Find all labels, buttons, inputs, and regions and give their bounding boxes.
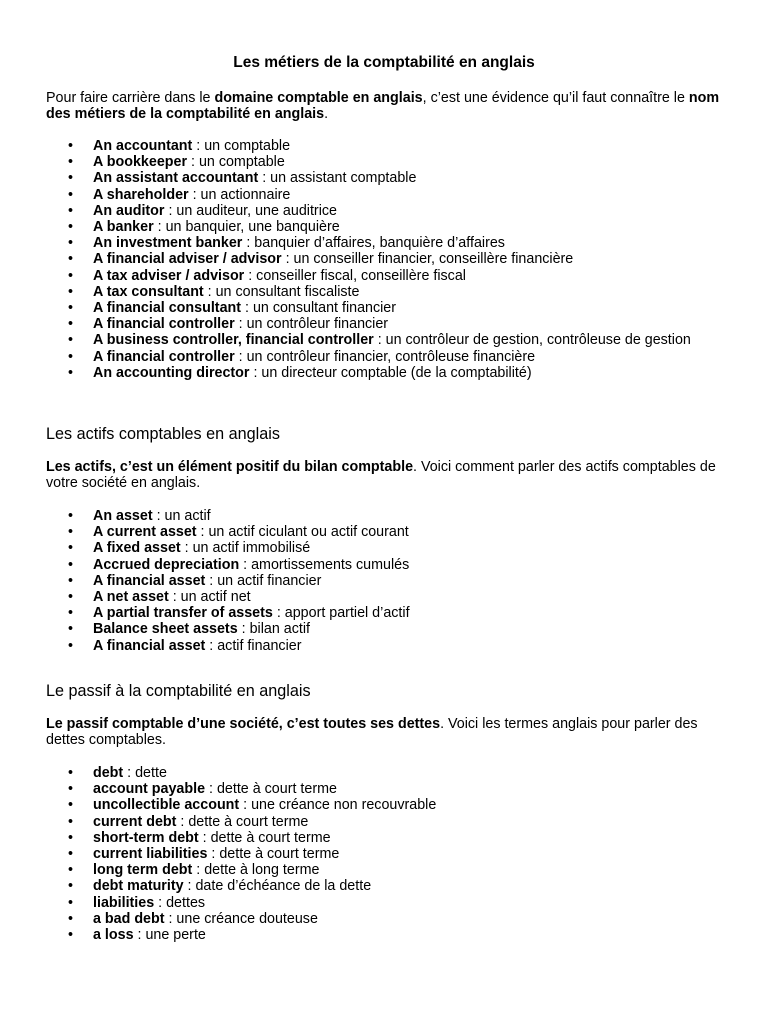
term: Accrued depreciation [93,556,240,573]
term: A financial consultant [93,300,242,317]
separator: : [152,508,165,524]
intro-bold-text: nom des métiers de la comptabilité en anglais [46,90,720,123]
term: short-term debt [93,829,199,846]
list-item [46,300,706,316]
term: An auditor [93,202,165,219]
separator: : [272,605,285,622]
term: liabilities [93,894,155,911]
list-item [46,589,706,605]
definition: dette à court terme [219,846,340,863]
list-item [46,846,706,862]
list-item [46,540,706,556]
definition: une créance douteuse [176,910,318,927]
definition: un comptable [204,138,291,154]
term: An asset [93,508,153,524]
term: account payable [93,781,206,798]
separator: : [258,170,271,187]
list-item [46,154,706,170]
definition: dette à court terme [210,829,331,846]
separator: : [207,846,220,863]
list-item [46,251,706,267]
jobs-list [46,138,706,381]
separator: : [234,348,247,365]
term: A shareholder [93,186,189,203]
term: A current asset [93,524,197,541]
list-item [46,332,706,348]
definition: actif financier [217,637,302,654]
definition: un actif ciculant ou actif courant [208,524,409,541]
list-item [46,557,706,573]
separator: : [373,332,386,349]
list-item [46,508,706,524]
definition: un consultant fiscaliste [215,283,360,300]
term: long term debt [93,862,193,879]
separator: : [192,862,205,879]
term: A tax consultant [93,283,204,300]
list-item [46,524,706,540]
separator: : [164,910,177,927]
separator: : [168,589,181,606]
definition: bilan actif [249,621,310,638]
list-item [46,138,706,154]
definition: un banquier, une banquière [165,219,340,236]
list-item [46,316,706,332]
list-item [46,765,706,781]
definition: un actionnaire [200,186,291,203]
definition: un directeur comptable (de la comptabilité) [261,364,532,381]
intro-text: . [324,106,329,123]
term: An assistant accountant [93,170,259,187]
separator: : [239,797,252,814]
page-title: Les métiers de la comptabilité en anglais [233,54,535,71]
assets-intro-paragraph [46,459,736,491]
term: A banker [93,219,154,236]
definition: un auditeur, une auditrice [176,202,337,219]
term: A partial transfer of assets [93,605,273,622]
separator: : [133,927,146,944]
separator: : [192,138,205,154]
separator: : [241,300,253,317]
liabilities-list [46,765,706,943]
term: A financial asset [93,637,206,654]
separator: : [183,878,196,895]
definition: dettes [166,894,206,911]
definition: apport partiel d’actif [284,605,410,622]
term: current liabilities [93,846,208,863]
term: A business controller, financial controller [93,332,374,349]
term: current debt [93,813,177,830]
term: A net asset [93,589,169,606]
definition: date d’échéance de la dette [195,878,372,895]
separator: : [154,894,167,911]
term: An accounting director [93,364,250,381]
assets-list [46,508,706,654]
separator: : [180,540,193,557]
list-item [46,911,706,927]
separator: : [123,765,136,781]
definition: une créance non recouvrable [251,797,437,814]
definition: un actif financier [217,572,322,589]
term: A bookkeeper [93,154,188,171]
definition: un comptable [198,154,285,171]
term: debt [93,765,124,781]
definition: conseiller fiscal, conseillère fiscal [256,267,466,284]
separator: : [196,524,209,541]
separator: : [187,154,199,171]
list-item [46,349,706,365]
definition: dette à long terme [204,862,320,879]
definition: un conseiller financier, conseillère financière [293,251,574,268]
liabilities-intro-paragraph [46,716,736,748]
separator: : [281,251,294,268]
list-item [46,797,706,813]
separator: : [205,572,218,589]
separator: : [153,219,166,236]
list-item [46,878,706,894]
list-item [46,573,706,589]
list-item [46,621,706,637]
assets-intro-bold: Les actifs, c’est un élément positif du bilan comptable [46,459,414,475]
term: debt maturity [93,878,184,895]
section-heading-assets: Les actifs comptables en anglais [46,425,280,443]
list-item [46,605,706,621]
definition: un actif immobilisé [192,540,311,557]
definition: un contrôleur financier [246,316,389,333]
definition: un assistant comptable [270,170,417,187]
separator: : [203,283,216,300]
definition: dette à court terme [216,781,337,798]
intro-bold-text: domaine comptable en anglais [214,90,423,106]
definition: une perte [145,927,206,944]
separator: : [242,235,255,252]
separator: : [164,202,177,219]
definition: banquier d’affaires, banquière d’affaires [254,235,505,252]
definition: dette [135,765,167,781]
term: uncollectible account [93,797,240,814]
separator: : [176,813,189,830]
term: a bad debt [93,910,165,927]
term: a loss [93,927,134,944]
list-item [46,170,706,186]
list-item [46,927,706,943]
separator: : [234,316,247,333]
definition: un actif net [180,589,251,606]
list-item [46,830,706,846]
separator: : [244,267,257,284]
separator: : [198,829,211,846]
intro-paragraph [46,90,736,122]
assets-intro-text: . Voici comment parler des actifs comptables de votre société en anglais. [46,459,716,492]
term: A tax adviser / advisor [93,267,245,284]
term: Balance sheet assets [93,621,238,638]
term: A financial asset [93,572,206,589]
term: A fixed asset [93,540,181,557]
term: A financial controller [93,348,235,365]
list-item [46,187,706,203]
separator: : [249,364,262,381]
separator: : [239,556,252,573]
definition: dette à court terme [188,813,309,830]
list-item [46,203,706,219]
list-item [46,235,706,251]
list-item [46,781,706,797]
separator: : [237,621,250,638]
intro-text: , c’est une évidence qu’il faut connaître le [422,90,689,106]
section-heading-liabilities: Le passif à la comptabilité en anglais [46,682,311,700]
list-item [46,219,706,235]
list-item [46,862,706,878]
list-item [46,895,706,911]
list-item [46,814,706,830]
intro-text: Pour faire carrière dans le [46,90,215,106]
list-item [46,638,706,654]
list-item [46,268,706,284]
separator: : [205,637,218,654]
term: A financial controller [93,316,235,333]
definition: un actif [164,508,211,524]
definition: un contrôleur de gestion, contrôleuse de gestion [385,332,691,349]
term: An accountant [93,138,193,154]
list-item [46,365,706,381]
list-item [46,284,706,300]
definition: un consultant financier [252,300,397,317]
liabilities-intro-bold: Le passif comptable d’une société, c’est toutes ses dettes [46,716,441,732]
definition: un contrôleur financier, contrôleuse financière [246,348,536,365]
separator: : [205,781,217,798]
term: An investment banker [93,235,243,252]
liabilities-intro-text: . Voici les termes anglais pour parler des dettes comptables. [46,716,698,749]
term: A financial adviser / advisor [93,251,282,268]
definition: amortissements cumulés [251,556,410,573]
separator: : [188,186,201,203]
